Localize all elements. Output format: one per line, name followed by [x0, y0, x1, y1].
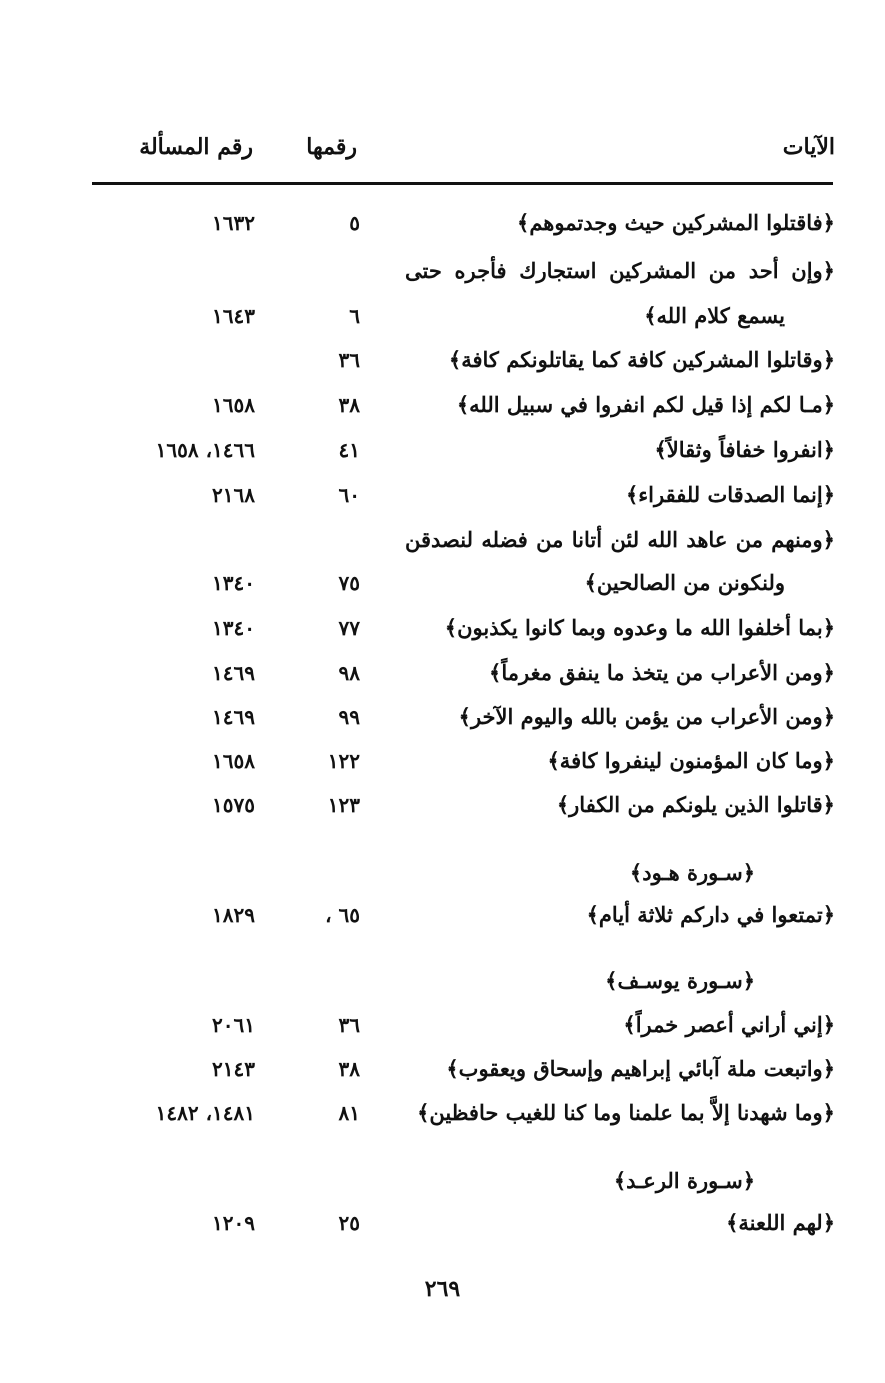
table-row — [0, 390, 885, 420]
header-number: رقمها — [306, 134, 357, 160]
verse-number: ٨١ — [338, 1101, 360, 1125]
table-row — [0, 1098, 885, 1128]
surah-heading-row — [0, 858, 885, 888]
table-row — [0, 345, 885, 375]
verse-text: ﴿وقاتلوا المشركين كافة كما يقاتلونكم كافة﴾ — [448, 347, 835, 372]
verse-number: ٣٦ — [338, 348, 360, 372]
verse-text: ﴿لهم اللعنة﴾ — [726, 1210, 835, 1235]
masala-number: ١٥٧٥ — [212, 793, 255, 817]
page-number: ٢٦٩ — [424, 1276, 461, 1302]
verse-text: ﴿واتبعت ملة آبائي إبراهيم وإسحاق ويعقوب﴾ — [446, 1056, 835, 1081]
header-rule — [92, 182, 833, 185]
masala-number: ١٤٦٩ — [212, 661, 255, 685]
masala-number: ١٢٠٩ — [212, 1211, 255, 1235]
verse-number: ٧٥ — [338, 571, 360, 595]
masala-number: ١٦٣٢ — [212, 211, 255, 235]
table-row — [0, 900, 885, 930]
verse-text: ﴿إني أراني أعصر خمراً﴾ — [623, 1012, 835, 1037]
masala-number: ١٦٤٣ — [212, 304, 255, 328]
verse-text: ﴿إنما الصدقات للفقراء﴾ — [625, 482, 835, 507]
table-row — [0, 790, 885, 820]
verse-number: ١٢٢ — [327, 749, 360, 773]
masala-number: ١٦٥٨ — [212, 393, 255, 417]
verse-text: ﴿قاتلوا الذين يلونكم من الكفار﴾ — [556, 792, 835, 817]
masala-number: ١٤٦٦، ١٦٥٨ — [155, 438, 255, 462]
masala-number: ١٨٢٩ — [212, 903, 255, 927]
verse-number: ٢٥ — [338, 1211, 360, 1235]
masala-number: ١٤٨١، ١٤٨٢ — [155, 1101, 255, 1125]
verse-number: ٥ — [349, 211, 360, 235]
table-row — [0, 208, 885, 238]
table-row — [0, 525, 885, 555]
table-row — [0, 480, 885, 510]
surah-heading: ﴿سـورة الرعـد﴾ — [613, 1168, 755, 1193]
header-ayat: الآيات — [782, 134, 835, 160]
verse-number: ٧٧ — [338, 616, 360, 640]
masala-number: ٢١٤٣ — [212, 1057, 255, 1081]
verse-text: ﴿مـا لكم إذا قيل لكم انفروا في سبيل الله﴾ — [456, 392, 835, 417]
table-row — [0, 301, 885, 331]
verse-text: ﴿وما كان المؤمنون لينفروا كافة﴾ — [547, 748, 835, 773]
verse-number: ٦٥ ، — [325, 903, 360, 927]
verse-text: ﴿ومن الأعراب من يؤمن بالله واليوم الآخر﴾ — [458, 704, 835, 729]
masala-number: ٢٠٦١ — [212, 1013, 255, 1037]
masala-number: ١٤٦٩ — [212, 705, 255, 729]
table-row — [0, 613, 885, 643]
verse-text: ﴿انفروا خفافاً وثقالاً﴾ — [654, 437, 835, 462]
verse-number: ٤١ — [338, 438, 360, 462]
surah-heading-row — [0, 966, 885, 996]
masala-number: ٢١٦٨ — [212, 483, 255, 507]
table-row — [0, 702, 885, 732]
verse-number: ٦ — [349, 304, 360, 328]
verse-number: ٣٨ — [338, 1057, 360, 1081]
surah-heading: ﴿سـورة هـود﴾ — [629, 860, 755, 885]
verse-number: ٩٩ — [338, 705, 360, 729]
verse-number: ٣٨ — [338, 393, 360, 417]
masala-number: ١٦٥٨ — [212, 749, 255, 773]
table-row — [0, 435, 885, 465]
verse-text: ﴿وما شهدنا إلاَّ بما علمنا وما كنا للغيب حافظين﴾ — [417, 1100, 835, 1125]
verse-number: ٩٨ — [338, 661, 360, 685]
verse-text: ﴿فاقتلوا المشركين حيث وجدتموهم﴾ — [517, 210, 835, 235]
verse-text: ولنكونن من الصالحين﴾ — [584, 570, 785, 595]
table-row — [0, 256, 885, 286]
verse-text: ﴿بما أخلفوا الله ما وعدوه وبما كانوا يكذبون﴾ — [444, 615, 835, 640]
masala-number: ١٣٤٠ — [212, 571, 255, 595]
verse-text: ﴿وإن أحد من المشركين استجارك فأجره حتى — [405, 258, 835, 283]
verse-number: ٦٠ — [338, 483, 360, 507]
masala-number: ١٣٤٠ — [212, 616, 255, 640]
table-row — [0, 658, 885, 688]
verse-text: ﴿ومنهم من عاهد الله لئن أتانا من فضله لنصدقن — [405, 527, 835, 552]
verse-text: يسمع كلام الله﴾ — [644, 303, 785, 328]
table-row — [0, 1010, 885, 1040]
table-row — [0, 1054, 885, 1084]
verse-text: ﴿تمتعوا في داركم ثلاثة أيام﴾ — [586, 902, 835, 927]
surah-heading-row — [0, 1166, 885, 1196]
table-row — [0, 1208, 885, 1238]
table-row — [0, 568, 885, 598]
header-masala: رقم المسألة — [139, 134, 253, 160]
verse-text: ﴿ومن الأعراب من يتخذ ما ينفق مغرماً﴾ — [489, 660, 835, 685]
verse-number: ١٢٣ — [327, 793, 360, 817]
table-row — [0, 746, 885, 776]
verse-number: ٣٦ — [338, 1013, 360, 1037]
surah-heading: ﴿سـورة يوسـف﴾ — [605, 968, 755, 993]
